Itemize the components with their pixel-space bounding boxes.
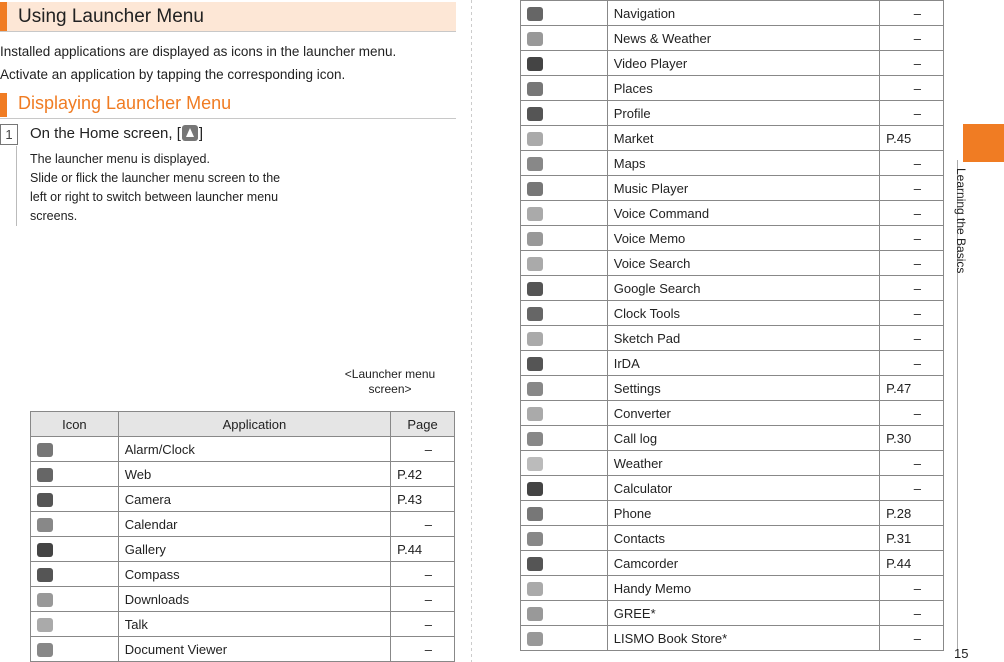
icon-cell <box>521 151 608 176</box>
page-divider <box>471 0 472 662</box>
settings-icon <box>527 382 543 396</box>
page-ref: – <box>880 201 944 226</box>
sketch-pad-icon <box>527 332 543 346</box>
icon-cell <box>31 587 119 612</box>
camera-icon <box>37 493 53 507</box>
icon-cell <box>521 351 608 376</box>
page-ref: – <box>880 301 944 326</box>
page-ref: – <box>880 176 944 201</box>
page-ref: – <box>880 76 944 101</box>
page-ref: – <box>880 1 944 26</box>
table-row <box>521 351 944 376</box>
step-desc-line: left or right to switch between launcher menu <box>30 190 279 204</box>
section-title <box>0 2 456 32</box>
table-row <box>521 51 944 76</box>
application-name: IrDA <box>607 351 879 376</box>
phone-icon <box>527 507 543 521</box>
screen-caption <box>330 367 450 397</box>
call-log-icon <box>527 432 543 446</box>
page-ref: P.31 <box>880 526 944 551</box>
application-name: News & Weather <box>607 26 879 51</box>
page-ref: – <box>880 626 944 651</box>
header-icon: Icon <box>31 412 119 437</box>
table-row <box>31 537 455 562</box>
step-text-before: On the Home screen, [ <box>30 125 181 142</box>
page-ref: – <box>880 601 944 626</box>
table-row <box>31 612 455 637</box>
icon-cell <box>521 451 608 476</box>
table-row <box>521 151 944 176</box>
table-row <box>521 451 944 476</box>
icon-cell <box>521 576 608 601</box>
page-ref: – <box>391 512 455 537</box>
table-row <box>521 376 944 401</box>
table-row <box>521 251 944 276</box>
icon-cell <box>521 326 608 351</box>
application-name: Sketch Pad <box>607 326 879 351</box>
table-row <box>31 587 455 612</box>
icon-cell <box>521 226 608 251</box>
table-row <box>521 501 944 526</box>
step-desc-line: Slide or flick the launcher menu screen to the <box>30 171 281 185</box>
table-row <box>521 301 944 326</box>
page-ref: P.28 <box>880 501 944 526</box>
step-guide-line <box>16 146 17 226</box>
page-ref: – <box>880 51 944 76</box>
table-row <box>31 462 455 487</box>
page-ref: – <box>391 612 455 637</box>
step-instruction <box>30 125 203 142</box>
icon-cell <box>31 612 119 637</box>
page-ref: P.30 <box>880 426 944 451</box>
icon-cell <box>521 551 608 576</box>
irda-icon <box>527 357 543 371</box>
table-row <box>521 601 944 626</box>
launcher-button-icon <box>182 125 198 141</box>
table-row <box>521 326 944 351</box>
caption-line: screen> <box>368 382 412 396</box>
icon-cell <box>521 601 608 626</box>
google-search-icon <box>527 282 543 296</box>
application-name: Voice Memo <box>607 226 879 251</box>
page-number: 15 <box>954 646 969 661</box>
app-table-left <box>30 411 455 662</box>
page-ref: – <box>880 351 944 376</box>
news-weather-icon <box>527 32 543 46</box>
application-name: Clock Tools <box>607 301 879 326</box>
caption-line: <Launcher menu <box>344 367 436 381</box>
compass-icon <box>37 568 53 582</box>
application-name: Music Player <box>607 176 879 201</box>
application-name: Voice Search <box>607 251 879 276</box>
page-ref: – <box>880 26 944 51</box>
table-row <box>31 562 455 587</box>
icon-cell <box>521 501 608 526</box>
downloads-icon <box>37 593 53 607</box>
application-name: Handy Memo <box>607 576 879 601</box>
application-name: Call log <box>607 426 879 451</box>
voice-command-icon <box>527 207 543 221</box>
intro-line-1: Installed applications are displayed as icons in the launcher menu. <box>0 44 397 59</box>
page-ref: – <box>880 151 944 176</box>
page-ref: – <box>880 576 944 601</box>
application-name: Video Player <box>607 51 879 76</box>
table-row <box>521 401 944 426</box>
application-name: Phone <box>607 501 879 526</box>
page-ref: P.45 <box>880 126 944 151</box>
icon-cell <box>31 462 119 487</box>
page-ref: – <box>880 226 944 251</box>
icon-cell <box>31 487 119 512</box>
app-table-right <box>520 0 944 651</box>
page-ref: – <box>880 251 944 276</box>
table-row <box>521 276 944 301</box>
page-ref: P.44 <box>391 537 455 562</box>
table-row <box>521 426 944 451</box>
table-row <box>31 637 455 662</box>
gree-icon <box>527 607 543 621</box>
step-desc-line: screens. <box>30 209 78 223</box>
calendar-icon <box>37 518 53 532</box>
table-row <box>521 551 944 576</box>
header-page: Page <box>391 412 455 437</box>
application-name: Contacts <box>607 526 879 551</box>
page-ref: – <box>880 101 944 126</box>
application-name: Weather <box>607 451 879 476</box>
talk-icon <box>37 618 53 632</box>
icon-cell <box>521 51 608 76</box>
application-name: Navigation <box>607 1 879 26</box>
converter-icon <box>527 407 543 421</box>
icon-cell <box>521 301 608 326</box>
step-number: 1 <box>0 124 18 145</box>
page-ref: P.42 <box>391 462 455 487</box>
step-desc-line: The launcher menu is displayed. <box>30 152 210 166</box>
document-viewer-icon <box>37 643 53 657</box>
page-ref: – <box>391 637 455 662</box>
weather-icon <box>527 457 543 471</box>
application-name: Downloads <box>118 587 390 612</box>
table-row <box>31 437 455 462</box>
page-ref: – <box>391 437 455 462</box>
application-name: Places <box>607 76 879 101</box>
icon-cell <box>521 101 608 126</box>
icon-cell <box>521 251 608 276</box>
chapter-tab <box>963 124 1004 162</box>
application-name: Compass <box>118 562 390 587</box>
contacts-icon <box>527 532 543 546</box>
subsection-title <box>0 92 456 119</box>
application-name: Talk <box>118 612 390 637</box>
table-row <box>521 201 944 226</box>
application-name: GREE* <box>607 601 879 626</box>
chapter-label: Learning the Basics <box>954 168 968 274</box>
table-row <box>521 126 944 151</box>
table-row <box>521 176 944 201</box>
icon-cell <box>521 276 608 301</box>
application-name: Converter <box>607 401 879 426</box>
table-row <box>521 576 944 601</box>
market-icon <box>527 132 543 146</box>
step-description <box>30 150 300 226</box>
application-name: Web <box>118 462 390 487</box>
icon-cell <box>31 437 119 462</box>
icon-cell <box>521 376 608 401</box>
camcorder-icon <box>527 557 543 571</box>
page-ref: P.44 <box>880 551 944 576</box>
page-ref: – <box>391 587 455 612</box>
video-player-icon <box>527 57 543 71</box>
icon-cell <box>521 76 608 101</box>
title-accent-bar <box>0 2 7 31</box>
voice-search-icon <box>527 257 543 271</box>
page-ref: P.43 <box>391 487 455 512</box>
clock-tools-icon <box>527 307 543 321</box>
application-name: Calendar <box>118 512 390 537</box>
places-icon <box>527 82 543 96</box>
application-name: Document Viewer <box>118 637 390 662</box>
application-name: Gallery <box>118 537 390 562</box>
alarm-clock-icon <box>37 443 53 457</box>
application-name: Alarm/Clock <box>118 437 390 462</box>
application-name: Camcorder <box>607 551 879 576</box>
icon-cell <box>31 562 119 587</box>
handy-memo-icon <box>527 582 543 596</box>
page-ref: P.47 <box>880 376 944 401</box>
icon-cell <box>521 201 608 226</box>
page-ref: – <box>880 401 944 426</box>
application-name: Profile <box>607 101 879 126</box>
icon-cell <box>521 401 608 426</box>
table-row <box>521 76 944 101</box>
step-text-after: ] <box>198 125 204 142</box>
table-row <box>521 226 944 251</box>
profile-icon <box>527 107 543 121</box>
section-title-text: Using Launcher Menu <box>18 6 204 27</box>
icon-cell <box>521 1 608 26</box>
application-name: Calculator <box>607 476 879 501</box>
table-row <box>521 626 944 651</box>
voice-memo-icon <box>527 232 543 246</box>
table-row <box>31 512 455 537</box>
application-name: Settings <box>607 376 879 401</box>
application-name: Voice Command <box>607 201 879 226</box>
icon-cell <box>521 126 608 151</box>
application-name: LISMO Book Store* <box>607 626 879 651</box>
application-name: Market <box>607 126 879 151</box>
table-row <box>521 26 944 51</box>
icon-cell <box>521 476 608 501</box>
calculator-icon <box>527 482 543 496</box>
lismo-book-store-icon <box>527 632 543 646</box>
icon-cell <box>521 426 608 451</box>
icon-cell <box>521 526 608 551</box>
header-application: Application <box>118 412 390 437</box>
application-name: Camera <box>118 487 390 512</box>
icon-cell <box>31 637 119 662</box>
page-ref: – <box>880 326 944 351</box>
icon-cell <box>521 176 608 201</box>
page-ref: – <box>880 476 944 501</box>
gallery-icon <box>37 543 53 557</box>
table-row <box>521 526 944 551</box>
web-globe-icon <box>37 468 53 482</box>
icon-cell <box>31 512 119 537</box>
application-name: Google Search <box>607 276 879 301</box>
icon-cell <box>521 26 608 51</box>
intro-line-2: Activate an application by tapping the corresponding icon. <box>0 67 346 82</box>
page-ref: – <box>880 451 944 476</box>
subtitle-accent-bar <box>0 93 7 117</box>
page-ref: – <box>391 562 455 587</box>
table-row <box>521 476 944 501</box>
page-ref: – <box>880 276 944 301</box>
icon-cell <box>31 537 119 562</box>
navigation-icon <box>527 7 543 21</box>
icon-cell <box>521 626 608 651</box>
table-row <box>521 1 944 26</box>
music-player-icon <box>527 182 543 196</box>
table-row <box>31 487 455 512</box>
table-row <box>521 101 944 126</box>
subsection-title-text: Displaying Launcher Menu <box>18 93 232 113</box>
application-name: Maps <box>607 151 879 176</box>
maps-icon <box>527 157 543 171</box>
